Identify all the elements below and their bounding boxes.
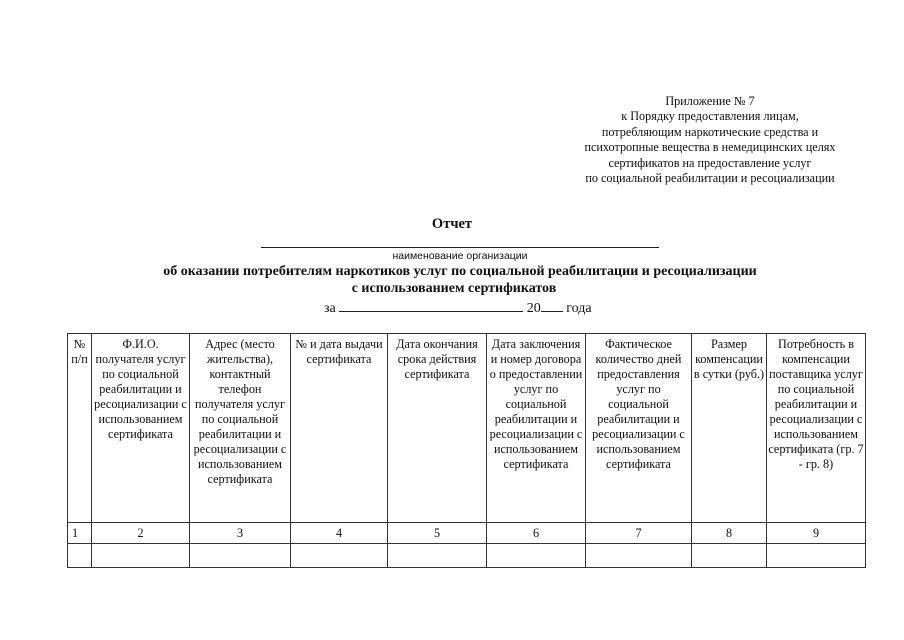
empty-cell: [767, 544, 866, 568]
header-cell: Размер компенсации в сутки (руб.): [692, 334, 767, 523]
period-prefix: за: [324, 301, 336, 316]
column-number-cell: 1: [68, 523, 92, 544]
table-row: [68, 544, 866, 568]
period-year-prefix: 20: [526, 301, 541, 316]
header-cell: № п/п: [68, 334, 92, 523]
appendix-line: Приложение № 7: [665, 94, 755, 108]
column-number-row: [68, 523, 866, 544]
header-cell: Дата заключения и номер договора о предоставлении услуг по социальной реабилитации и ресоциализации с использованием сертификата: [487, 334, 586, 523]
report-title: Отчет: [431, 216, 473, 232]
header-cell: Ф.И.О. получателя услуг по социальной реабилитации и ресоциализации с использованием сертификата: [92, 334, 190, 523]
empty-cell: [68, 544, 92, 568]
column-number-cell: 5: [388, 523, 487, 544]
report-period: [324, 299, 592, 317]
appendix-line: психотропные вещества в немедицинских целях: [584, 140, 836, 155]
column-number-cell: 6: [487, 523, 586, 544]
empty-cell: [487, 544, 586, 568]
appendix-line: потребляющим наркотические средства и: [601, 124, 819, 139]
appendix-reference: [545, 94, 875, 186]
column-number-cell: 2: [92, 523, 190, 544]
header-cell: Адрес (место жительства), контактный телефон получателя услуг по социальной реабилитации и ресоциализации с использованием сертификата: [190, 334, 291, 523]
empty-cell: [291, 544, 388, 568]
organization-name-caption: наименование организации: [392, 250, 528, 262]
appendix-line: к Порядку предоставления лицам,: [621, 109, 799, 124]
organization-name-line: [261, 247, 659, 248]
report-subtitle-line-1: об оказании потребителям наркотиков услуг по социальной реабилитации и ресоциализации: [163, 264, 757, 279]
report-subtitle-line-2: с использованием сертификатов: [351, 281, 557, 296]
header-cell: Фактическое количество дней предоставления услуг по социальной реабилитации и ресоциализации с использованием сертификата: [586, 334, 692, 523]
header-cell: Потребность в компенсации поставщика услуг по социальной реабилитации и ресоциализации с использованием сертификата (гр. 7 - гр. 8): [767, 334, 866, 523]
year-blank: [541, 299, 563, 312]
empty-cell: [692, 544, 767, 568]
column-number-cell: 9: [767, 523, 866, 544]
period-blank: [339, 299, 523, 312]
period-suffix: года: [566, 301, 592, 316]
column-number-cell: 3: [190, 523, 291, 544]
empty-cell: [586, 544, 692, 568]
empty-cell: [388, 544, 487, 568]
empty-cell: [190, 544, 291, 568]
column-number-cell: 7: [586, 523, 692, 544]
appendix-line: сертификатов на предоставление услуг: [608, 155, 812, 170]
column-number-cell: 8: [692, 523, 767, 544]
empty-cell: [92, 544, 190, 568]
column-number-cell: 4: [291, 523, 388, 544]
table-header-row: [68, 334, 866, 523]
header-cell: Дата окончания срока действия сертификата: [388, 334, 487, 523]
header-cell: № и дата выдачи сертификата: [291, 334, 388, 523]
appendix-line: по социальной реабилитации и ресоциализации: [585, 171, 835, 186]
report-table: [67, 333, 866, 568]
